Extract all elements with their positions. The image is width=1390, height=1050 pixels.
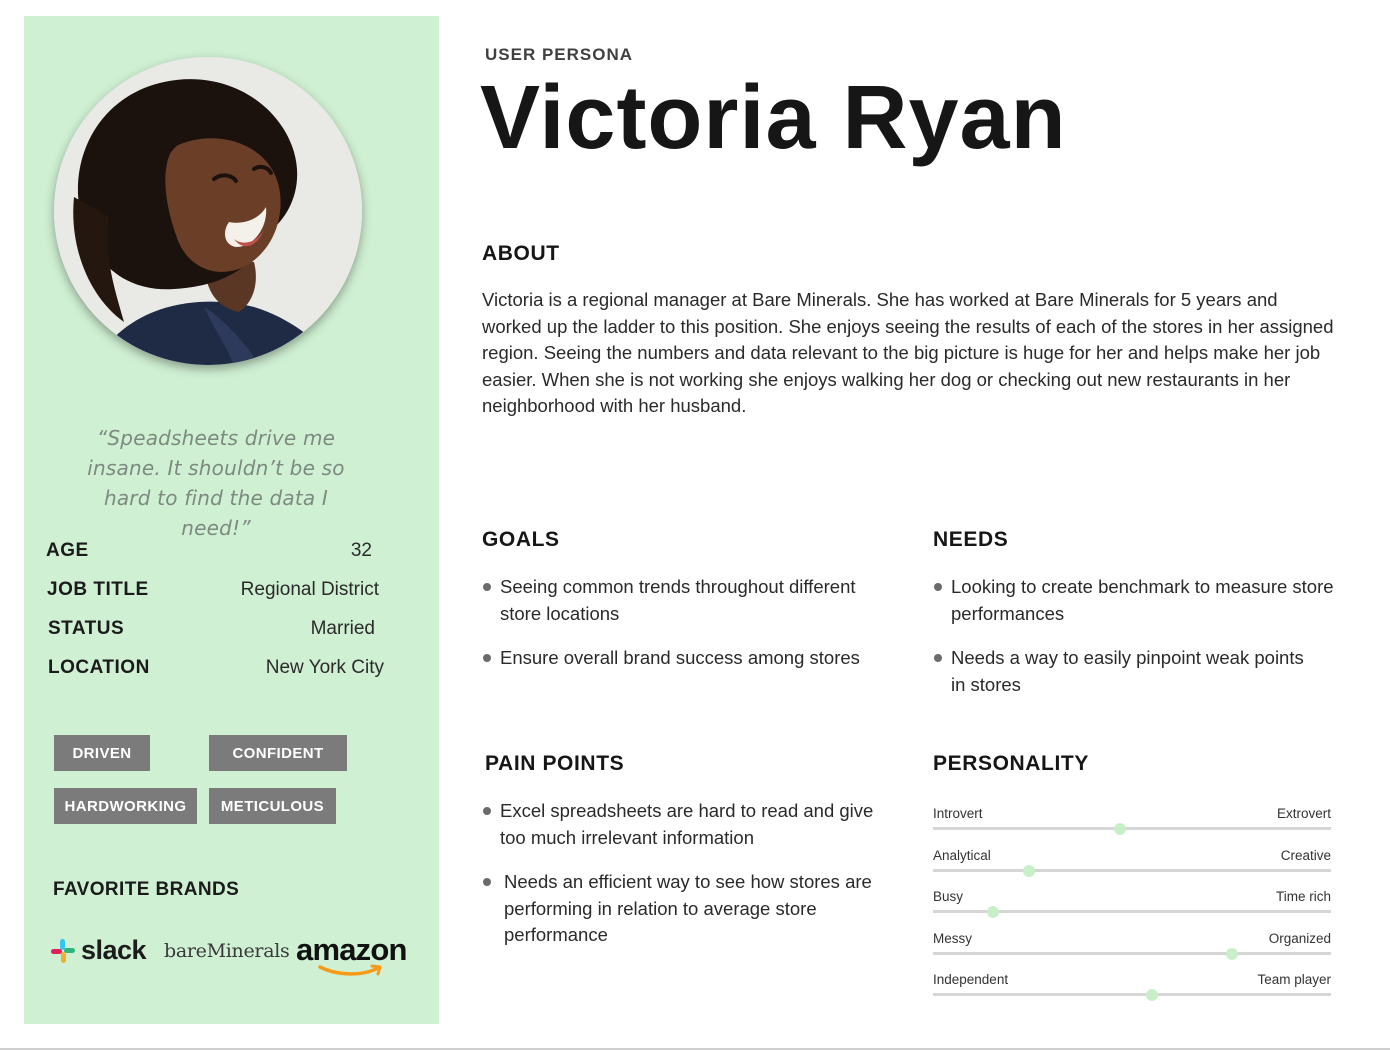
trait-tag-driven: DRIVEN xyxy=(54,735,150,771)
trait-right-label: Extrovert xyxy=(1276,806,1331,821)
personality-title: PERSONALITY xyxy=(933,752,1089,775)
personality-trait-row xyxy=(933,848,1331,878)
persona-quote: “Speadsheets drive me insane. It shouldn’t be so hard to find the data I need!” xyxy=(87,426,345,540)
about-title: ABOUT xyxy=(482,242,560,265)
pain-point-item: Needs an efficient way to see how stores are performing in relation to average store performance xyxy=(482,869,884,949)
trait-tag-hardworking: HARDWORKING xyxy=(54,788,197,824)
trait-slider-thumb xyxy=(987,906,999,918)
need-item: Needs a way to easily pinpoint weak points in stores xyxy=(933,645,1311,698)
trait-left-label: Introvert xyxy=(933,806,983,821)
pain-points-title: PAIN POINTS xyxy=(485,752,625,775)
stat-label-status: STATUS xyxy=(48,618,125,639)
goals-title: GOALS xyxy=(482,528,560,551)
trait-slider-track xyxy=(933,869,1331,872)
persona-photo xyxy=(54,57,362,365)
trait-left-label: Messy xyxy=(933,930,973,946)
slack-wordmark: slack xyxy=(81,935,147,965)
stat-label-job-title: JOB TITLE xyxy=(47,579,149,600)
personality-trait-row xyxy=(933,972,1331,1002)
slack-icon xyxy=(50,938,76,964)
personality-trait-row xyxy=(933,931,1331,961)
trait-left-label: Busy xyxy=(933,889,964,904)
persona-name: Victoria Ryan xyxy=(480,68,1067,168)
stat-value-job-title: Regional District xyxy=(240,579,379,600)
trait-right-label: Team player xyxy=(1257,972,1331,987)
stat-value-status: Married xyxy=(310,618,375,639)
amazon-wordmark: amazon xyxy=(296,932,407,967)
need-item: Looking to create benchmark to measure store performances xyxy=(933,574,1341,627)
needs-title: NEEDS xyxy=(933,528,1009,551)
stat-value-location: New York City xyxy=(265,657,384,678)
trait-slider-track xyxy=(933,952,1331,955)
amazon-logo xyxy=(296,932,407,968)
trait-tag-confident: CONFIDENT xyxy=(209,735,347,771)
goal-item: Ensure overall brand success among stores xyxy=(482,645,860,672)
trait-slider-thumb xyxy=(1114,823,1126,835)
trait-left-label: Analytical xyxy=(933,847,991,863)
stat-value-age: 32 xyxy=(350,540,372,561)
bareminerals-logo: bareMinerals xyxy=(164,940,290,962)
trait-slider-thumb xyxy=(1226,948,1238,960)
trait-slider-track xyxy=(933,993,1331,996)
personality-trait-row xyxy=(933,806,1331,836)
favorite-brands-title: FAVORITE BRANDS xyxy=(53,879,240,900)
stat-label-age: AGE xyxy=(46,540,89,561)
pain-point-item: Excel spreadsheets are hard to read and give too much irrelevant information xyxy=(482,798,880,851)
about-text: Victoria is a regional manager at Bare Minerals. She has worked at Bare Minerals for 5 years and worked up the ladder to this position. She enjoys seeing the results of each of the stores in her assigned region. Seeing the numbers and data relevant to the big picture is huge for her and helps make her job easier. When she is not working she enjoys walking her dog or checking out new restaurants in her neighborhood with her husband. xyxy=(482,289,1334,416)
amazon-smile-icon xyxy=(318,964,388,978)
document-eyebrow: USER PERSONA xyxy=(485,45,634,64)
trait-left-label: Independent xyxy=(933,972,1009,987)
trait-slider-thumb xyxy=(1146,989,1158,1001)
trait-slider-track xyxy=(933,827,1331,830)
slack-logo xyxy=(50,935,146,966)
trait-right-label: Organized xyxy=(1268,930,1331,946)
goal-item: Seeing common trends throughout different store locations xyxy=(482,574,860,627)
trait-slider-thumb xyxy=(1023,865,1035,877)
stat-label-location: LOCATION xyxy=(48,657,150,678)
trait-tag-meticulous: METICULOUS xyxy=(209,788,336,824)
trait-slider-track xyxy=(933,910,1331,913)
trait-right-label: Creative xyxy=(1280,847,1331,863)
trait-right-label: Time rich xyxy=(1275,889,1331,904)
personality-trait-row xyxy=(933,889,1331,919)
